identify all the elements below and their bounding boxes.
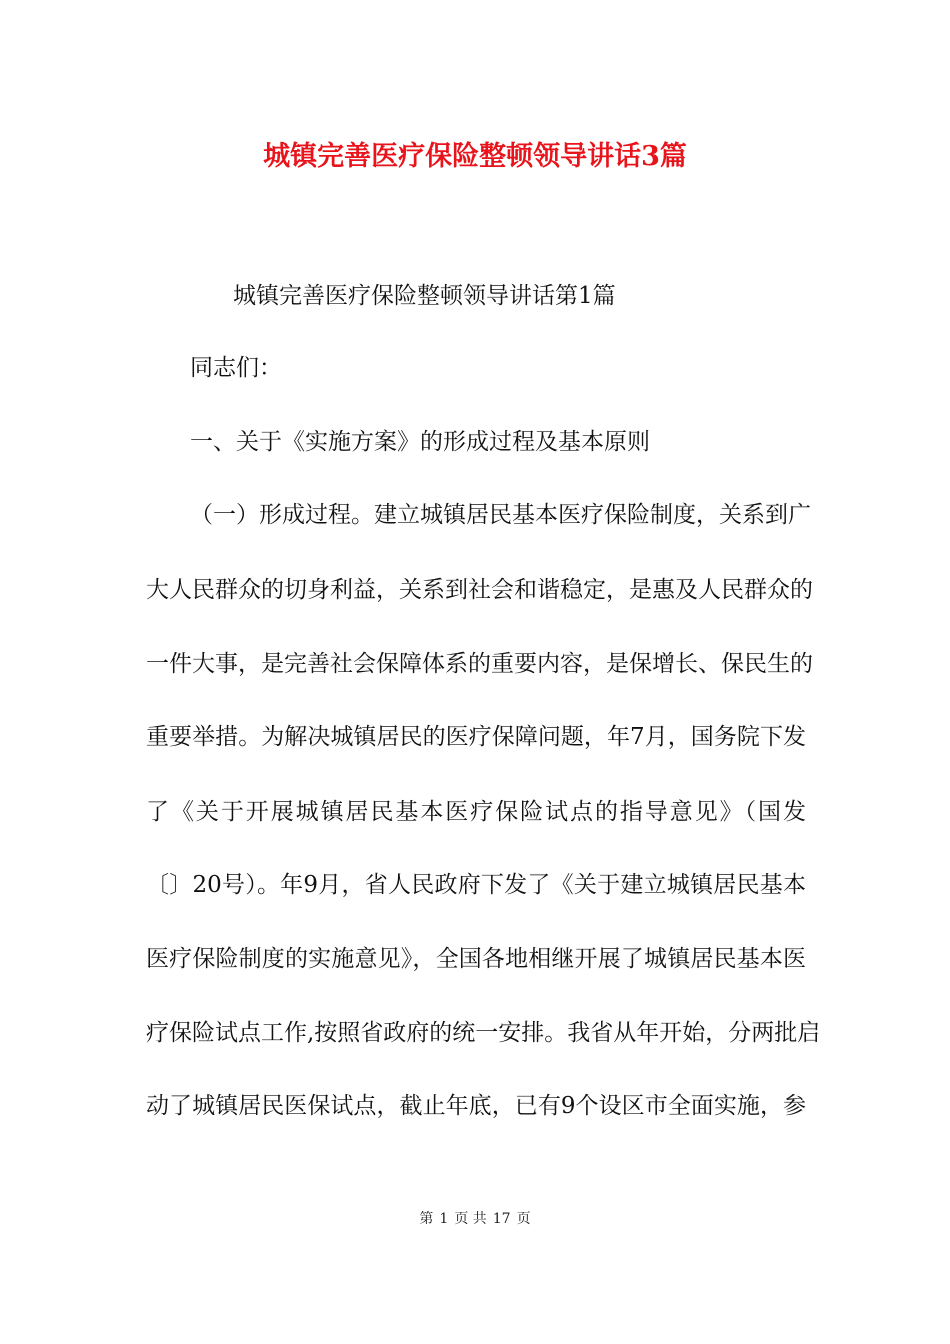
part-subheading: 城镇完善医疗保险整顿领导讲话第1篇 <box>233 283 616 309</box>
footer-total-pages: 17 <box>492 1211 511 1227</box>
paragraph-line: 大人民群众的切身利益，关系到社会和谐稳定，是惠及人民群众的 <box>146 577 813 603</box>
footer-prefix: 第 <box>419 1211 434 1227</box>
footer-suffix: 页 <box>516 1211 531 1227</box>
footer-mid: 页 共 <box>454 1211 487 1227</box>
paragraph-line: 动了城镇居民医保试点，截止年底，已有9个设区市全面实施，参 <box>146 1093 806 1119</box>
paragraph-line: 了《关于开展城镇居民基本医疗保险试点的指导意见》（国发 <box>146 799 806 825</box>
paragraph-line: 〔〕20号）。年9月，省人民政府下发了《关于建立城镇居民基本 <box>146 872 806 898</box>
page-footer <box>0 1208 950 1228</box>
paragraph-line: （一）形成过程。建立城镇居民基本医疗保险制度，关系到广 <box>190 502 811 528</box>
paragraph-line: 一件大事，是完善社会保障体系的重要内容，是保增长、保民生的 <box>146 651 813 677</box>
section-heading: 一、关于《实施方案》的形成过程及基本原则 <box>190 429 650 455</box>
document-title: 城镇完善医疗保险整顿领导讲话3篇 <box>263 141 687 172</box>
paragraph-line: 医疗保险制度的实施意见》，全国各地相继开展了城镇居民基本医 <box>146 946 806 972</box>
footer-page-number: 1 <box>439 1211 449 1227</box>
paragraph-line: 疗保险试点工作,按照省政府的统一安排。我省从年开始，分两批启 <box>146 1020 821 1046</box>
paragraph-line: 重要举措。为解决城镇居民的医疗保障问题，年7月，国务院下发 <box>146 724 806 750</box>
greeting: 同志们： <box>190 355 282 381</box>
